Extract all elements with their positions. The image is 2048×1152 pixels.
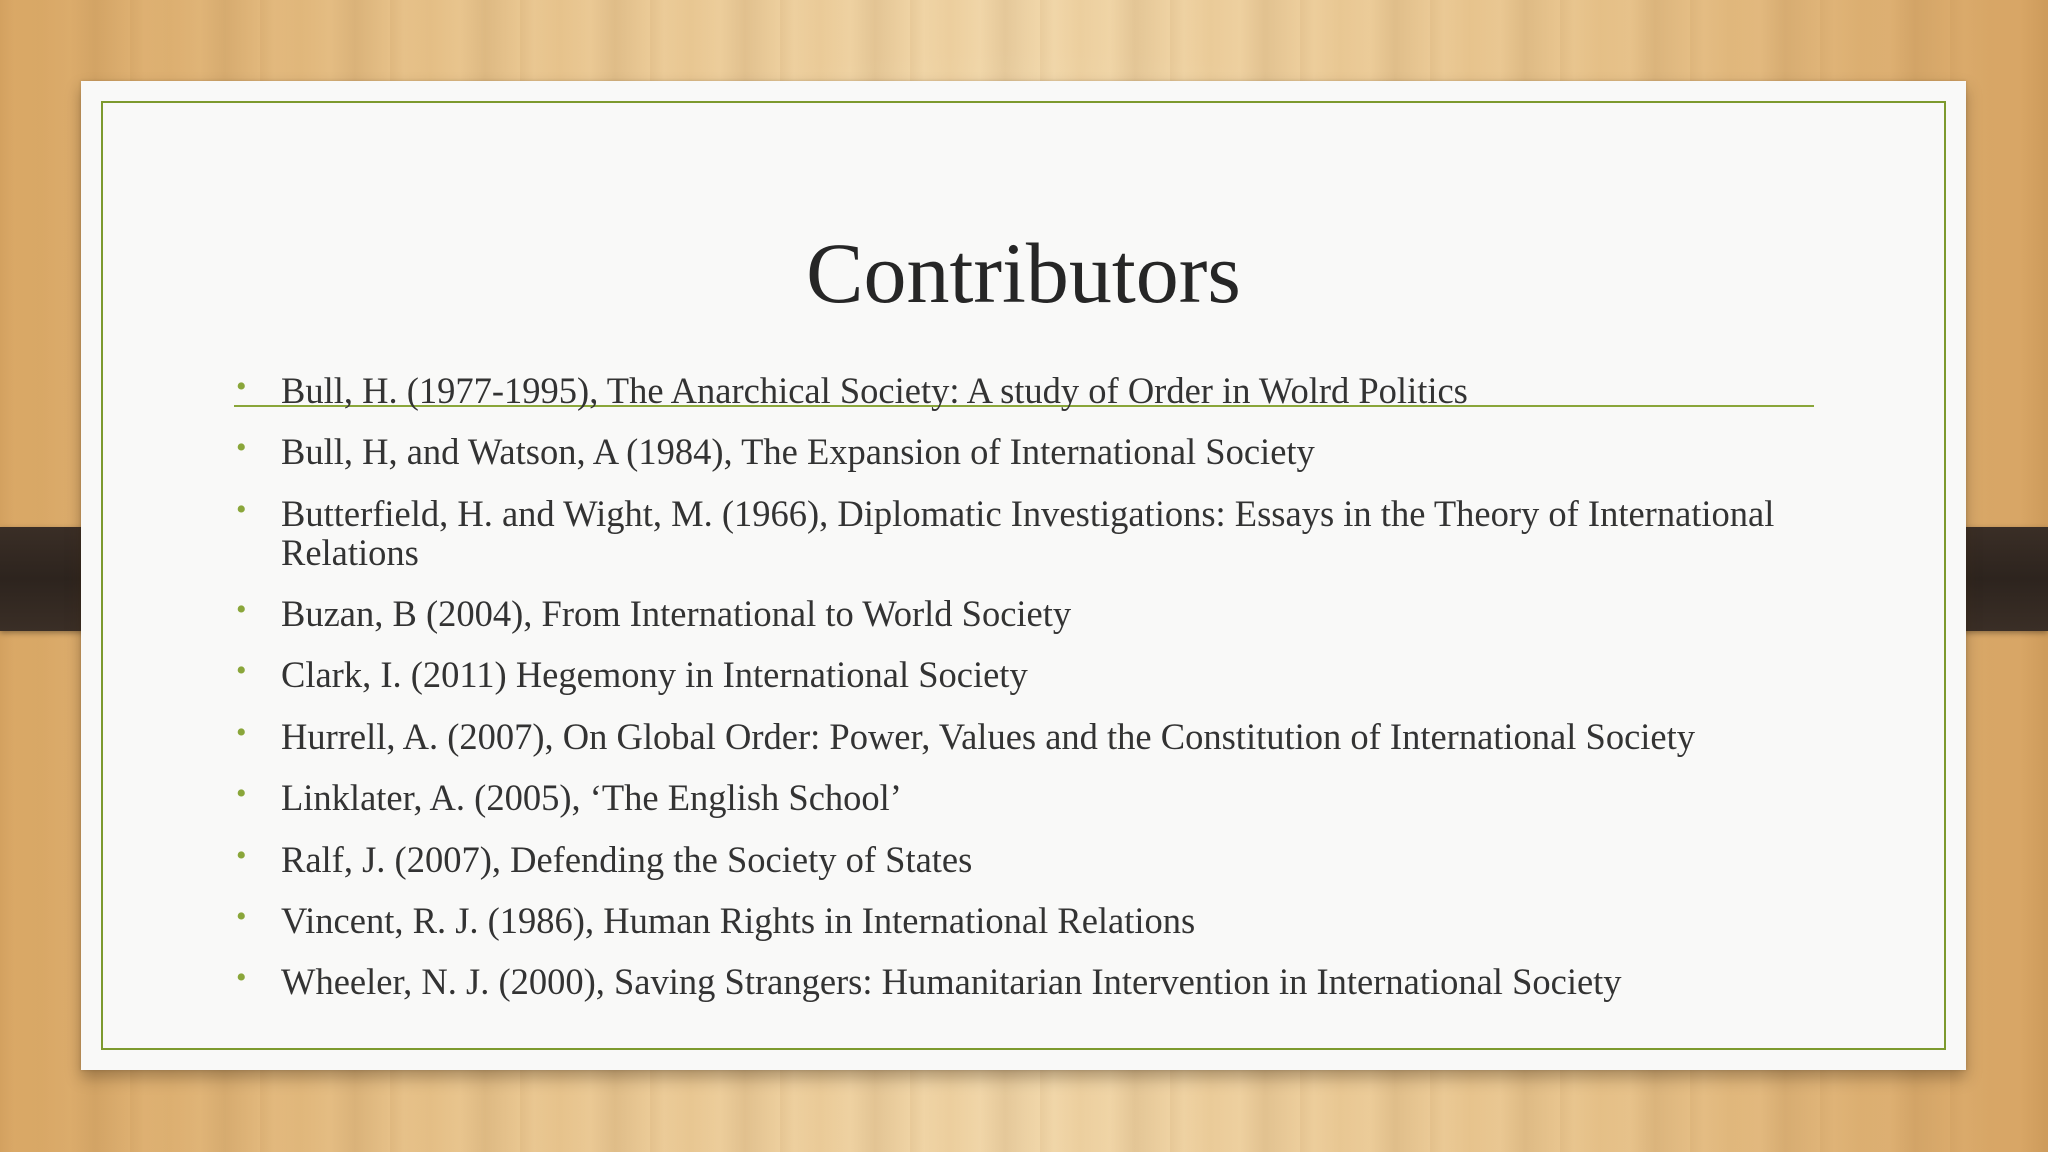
bullet-icon: • [236, 839, 247, 872]
list-item [234, 778, 1834, 817]
bullet-icon: • [236, 493, 247, 526]
bullet-icon: • [236, 716, 247, 749]
reference-text: Ralf, J. (2007), Defending the Society of States [281, 839, 973, 880]
reference-text: Clark, I. (2011) Hegemony in International Society [281, 654, 1028, 695]
slide [81, 81, 1966, 1070]
slide-title: Contributors [806, 225, 1241, 321]
bullet-icon: • [236, 593, 247, 626]
reference-text: Hurrell, A. (2007), On Global Order: Power, Values and the Constitution of International Society [281, 716, 1696, 757]
reference-text: Wheeler, N. J. (2000), Saving Strangers: Humanitarian Intervention in International Society [281, 961, 1622, 1002]
list-item [234, 594, 1834, 633]
reference-text: Butterfield, H. and Wight, M. (1966), Diplomatic Investigations: Essays in the Theory of International Relations [281, 493, 1775, 573]
list-item [234, 901, 1834, 940]
reference-text: Buzan, B (2004), From International to World Society [281, 593, 1072, 634]
bullet-icon: • [236, 370, 247, 403]
bullet-icon: • [236, 961, 247, 994]
reference-text: Linklater, A. (2005), ‘The English School’ [281, 777, 902, 818]
bullet-icon: • [236, 777, 247, 810]
list-item [234, 494, 1834, 572]
list-item [234, 655, 1834, 694]
list-item [234, 717, 1834, 756]
list-item [234, 840, 1834, 879]
reference-text: Bull, H, and Watson, A (1984), The Expansion of International Society [281, 431, 1315, 472]
list-item [234, 371, 1834, 410]
list-item [234, 962, 1834, 1001]
reference-text: Vincent, R. J. (1986), Human Rights in International Relations [281, 900, 1196, 941]
reference-text: Bull, H. (1977-1995), The Anarchical Society: A study of Order in Wolrd Politics [281, 370, 1468, 411]
list-item [234, 432, 1834, 471]
bullet-icon: • [236, 654, 247, 687]
bullet-icon: • [236, 900, 247, 933]
bullet-icon: • [236, 431, 247, 464]
